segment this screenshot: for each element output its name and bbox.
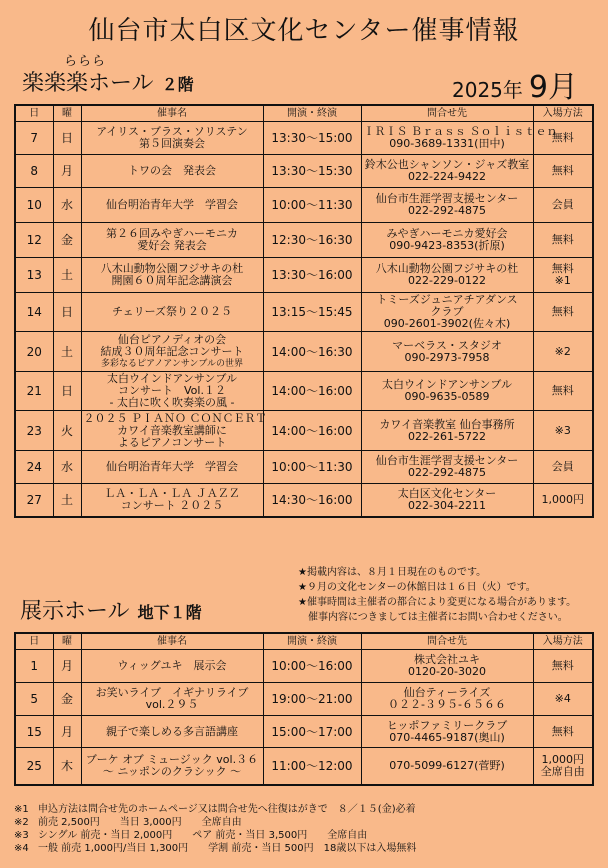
cell-admission-line: ※4 — [554, 692, 571, 705]
table-row — [15, 223, 593, 258]
cell-admission-line: 無料 — [551, 305, 574, 318]
cell-day: 23 — [15, 411, 53, 451]
cell-admission — [533, 411, 593, 451]
cell-contact-line: 090-9423-8353(折原) — [389, 239, 505, 252]
table-row — [15, 332, 593, 372]
cell-admission-line: 1,000円 — [541, 752, 584, 766]
hall2-name: 展示ホール — [20, 599, 130, 624]
cell-event-line: 太白ウインドアンサンブル — [107, 372, 237, 385]
cell-contact-line: ＩＲＩＳ Ｂｒａｓｓ Ｓｏｌｉｓｔｅｎ — [363, 125, 558, 138]
cell-time: 14:00～16:00 — [263, 411, 361, 451]
cell-event — [81, 155, 263, 188]
cell-admission — [533, 451, 593, 484]
cell-event-line: コンサート ２０２５ — [120, 498, 224, 512]
cell-day: 1 — [15, 650, 53, 683]
cell-contact-line: 022-229-0122 — [408, 274, 486, 287]
cell-day: 25 — [15, 748, 53, 785]
cell-admission — [533, 683, 593, 716]
cell-admission-line: ※3 — [554, 423, 571, 437]
cell-contact-line: 022-304-2211 — [408, 498, 486, 512]
table-row — [15, 451, 593, 484]
cell-event — [81, 451, 263, 484]
cell-event-line: 八木山動物公園フジサキの杜 — [100, 262, 244, 275]
cell-admission — [533, 155, 593, 188]
footnote-mark: ※2 — [14, 817, 29, 828]
cell-contact-line: 070-5099-6127(菅野) — [389, 758, 505, 772]
cell-contact-line: 022-292-4875 — [408, 466, 486, 479]
cell-contact-line: 070-4465-9187(奥山) — [389, 730, 505, 744]
cell-event-line: 仙台ピアノディオの会 — [117, 332, 227, 346]
cell-weekday: 月 — [53, 650, 81, 683]
cell-event — [81, 332, 263, 372]
cell-event-line: ブーケ オブ ミュージック vol.３６ — [85, 752, 259, 766]
footnote-text: シングル 前売・当日 2,000円 ペア 前売・当日 3,500円 全席自由 — [38, 830, 368, 841]
footnote-item — [14, 803, 416, 816]
cell-day: 7 — [15, 122, 53, 155]
cell-contact-line: 090-2601-3902(佐々木) — [383, 317, 511, 330]
cell-time: 19:00～21:00 — [263, 683, 361, 716]
cell-admission-line: 無料 — [551, 131, 574, 144]
cell-admission — [533, 748, 593, 785]
cell-event-line: - 太白に吹く吹奏楽の風 - — [109, 396, 235, 409]
cell-admission — [533, 716, 593, 748]
cell-admission-line: 無料 — [551, 724, 574, 738]
footnote-item — [14, 842, 416, 855]
cell-admission — [533, 650, 593, 683]
cell-contact — [361, 411, 533, 451]
cell-admission-line: 無料 — [551, 384, 574, 397]
table-header-row — [15, 633, 593, 650]
cell-weekday: 土 — [53, 484, 81, 517]
cell-admission — [533, 188, 593, 223]
table-row — [15, 650, 593, 683]
cell-contact — [361, 372, 533, 411]
cell-time: 10:00～11:30 — [263, 188, 361, 223]
cell-day: 14 — [15, 293, 53, 332]
cell-event-line: ～ ニッポンのクラシック ～ — [102, 764, 242, 778]
cell-admission — [533, 293, 593, 332]
schedule-month-value: 9月 — [528, 70, 578, 105]
header-admission: 入場方法 — [533, 105, 593, 122]
table-row — [15, 188, 593, 223]
cell-admission-line: ※2 — [554, 344, 571, 358]
cell-event-line: チェリーズ祭り２０２５ — [111, 305, 233, 318]
cell-time: 13:30～16:00 — [263, 258, 361, 293]
cell-time: 14:00～16:00 — [263, 372, 361, 411]
cell-weekday: 日 — [53, 372, 81, 411]
table-row — [15, 484, 593, 517]
cell-contact-line: 太白ウインドアンサンブル — [382, 378, 512, 391]
cell-time: 13:15～15:45 — [263, 293, 361, 332]
cell-admission — [533, 372, 593, 411]
cell-contact-line: 022-224-9422 — [408, 170, 486, 183]
table-row — [15, 293, 593, 332]
cell-event-line: 開園６０周年記念講演会 — [111, 274, 233, 287]
cell-event — [81, 258, 263, 293]
schedule-month — [452, 62, 578, 106]
cell-event-line: 多彩なるピアノアンサンブルの世界 — [100, 358, 244, 369]
cell-event-line: 第５回演奏会 — [139, 137, 205, 150]
table-row — [15, 411, 593, 451]
cell-admission-line: ※1 — [554, 274, 571, 287]
header-day: 日 — [15, 633, 53, 650]
cell-admission-line: 会員 — [551, 460, 574, 473]
header-day: 日 — [15, 105, 53, 122]
cell-day: 15 — [15, 716, 53, 748]
cell-admission-line: 会員 — [551, 198, 574, 211]
table-row — [15, 748, 593, 785]
cell-day: 24 — [15, 451, 53, 484]
table-row — [15, 122, 593, 155]
cell-contact-line: マーベラス・スタジオ — [392, 338, 502, 352]
cell-admission-line: 無料 — [551, 659, 574, 672]
footnote-item — [14, 816, 416, 829]
cell-contact — [361, 258, 533, 293]
cell-day: 21 — [15, 372, 53, 411]
cell-event-line: よるピアノコンサート — [117, 435, 227, 449]
cell-contact-line: 090-9635-0589 — [404, 390, 490, 403]
notice-item: ★催事時間は主催者の都合により変更になる場合があります。 — [298, 597, 577, 608]
cell-contact-line: 鈴木公也シャンソン・ジャズ教室 — [364, 158, 530, 171]
cell-time: 15:00～17:00 — [263, 716, 361, 748]
cell-admission-line: 無料 — [551, 233, 574, 246]
hall2-schedule-table — [14, 632, 594, 786]
table-row — [15, 716, 593, 748]
cell-event — [81, 716, 263, 748]
header-event: 催事名 — [81, 633, 263, 650]
cell-contact — [361, 223, 533, 258]
footnote-mark: ※1 — [14, 804, 29, 815]
cell-time: 10:00～16:00 — [263, 650, 361, 683]
cell-day: 13 — [15, 258, 53, 293]
cell-time: 11:00～12:00 — [263, 748, 361, 785]
header-contact: 問合せ先 — [361, 633, 533, 650]
footnote-mark: ※3 — [14, 830, 29, 841]
cell-event — [81, 650, 263, 683]
hall1-name: 楽楽楽ホール — [22, 71, 154, 96]
cell-event-line: ウィッグユキ 展示会 — [117, 659, 227, 672]
cell-weekday: 日 — [53, 293, 81, 332]
cell-admission-line: 無料 — [551, 164, 574, 177]
cell-day: 5 — [15, 683, 53, 716]
cell-event-line: 仙台明治青年大学 学習会 — [106, 198, 238, 211]
footnote-item — [14, 829, 416, 842]
cell-event-line: ＬＡ・ＬＡ・ＬＡ ＪＡＺＺ — [104, 486, 240, 500]
cell-event-line: トワの会 発表会 — [128, 164, 216, 177]
cell-event-line: 親子で楽しめる多言語講座 — [106, 724, 238, 738]
cell-event-line: ２０２５ ＰＩＡＮＯ ＣＯＮＣＥＲＴ — [83, 411, 267, 425]
footnote-text: 申込方法は問合せ先のホームページ又は問合せ先へ往復はがきで ８／１５(金)必着 — [38, 804, 416, 815]
cell-weekday: 木 — [53, 748, 81, 785]
cell-contact — [361, 122, 558, 155]
cell-contact-line: ０２２-３９５-６５６６ — [388, 698, 506, 711]
cell-contact-line: 株式会社ユキ — [414, 653, 480, 666]
cell-contact-line: クラブ — [430, 305, 464, 318]
cell-time: 12:30～16:30 — [263, 223, 361, 258]
cell-event — [81, 411, 267, 451]
cell-weekday: 土 — [53, 258, 81, 293]
cell-day: 8 — [15, 155, 53, 188]
hall1-heading — [22, 66, 194, 97]
cell-weekday: 月 — [53, 155, 81, 188]
cell-admission-line: 全席自由 — [540, 764, 585, 778]
cell-day: 10 — [15, 188, 53, 223]
table-row — [15, 258, 593, 293]
footnote-text: 一般 前売 1,000円/当日 1,300円 学割 前売・当日 500円 18歳以下は入場無料 — [38, 843, 417, 854]
table-row — [15, 372, 593, 411]
cell-day: 20 — [15, 332, 53, 372]
cell-contact-line: 仙台ティーライズ — [403, 686, 491, 699]
cell-time: 14:30～16:00 — [263, 484, 361, 517]
cell-contact-line: 仙台市生涯学習支援センター — [375, 454, 519, 467]
footnote-text: 前売 2,500円 当日 3,000円 全席自由 — [38, 817, 242, 828]
cell-contact-line: カワイ音楽教室 仙台事務所 — [379, 417, 515, 431]
cell-event — [81, 122, 263, 155]
schedule-year: 2025年 — [452, 78, 523, 102]
cell-admission-line: 無料 — [551, 262, 574, 275]
cell-contact-line: 022-261-5722 — [408, 429, 486, 443]
cell-weekday: 水 — [53, 188, 81, 223]
cell-event-line: コンサート Vol.１２ — [118, 384, 226, 397]
cell-weekday: 火 — [53, 411, 81, 451]
cell-admission — [533, 484, 593, 517]
cell-event-line: vol.２９５ — [145, 698, 199, 711]
table-row — [15, 155, 593, 188]
cell-event-line: 仙台明治青年大学 学習会 — [106, 460, 238, 473]
cell-time: 13:30～15:00 — [263, 122, 361, 155]
cell-event — [81, 223, 263, 258]
cell-admission — [533, 258, 593, 293]
hall-name-ruby: ららら — [64, 54, 107, 69]
cell-event — [81, 188, 263, 223]
cell-event-line: カワイ音楽教室講師に — [117, 423, 227, 437]
cell-contact — [361, 716, 533, 748]
cell-contact-line: 太白区文化センター — [397, 486, 497, 500]
cell-event — [81, 484, 263, 517]
table-row — [15, 683, 593, 716]
cell-contact — [361, 332, 533, 372]
notice-item: ★９月の文化センターの休館日は１６日（火）です。 — [298, 582, 536, 593]
cell-contact-line: 090-2973-7958 — [404, 350, 490, 364]
footnote-mark: ※4 — [14, 843, 29, 854]
cell-event — [81, 683, 263, 716]
cell-contact — [361, 748, 533, 785]
hall1-floor: ２階 — [161, 75, 194, 94]
cell-contact — [361, 683, 533, 716]
cell-time: 10:00～11:30 — [263, 451, 361, 484]
header-time: 開演・終演 — [263, 633, 361, 650]
cell-contact — [361, 650, 533, 683]
cell-event — [81, 372, 263, 411]
footnote-list — [14, 803, 416, 855]
cell-contact-line: 仙台市生涯学習支援センター — [375, 192, 519, 205]
cell-weekday: 金 — [53, 223, 81, 258]
cell-weekday: 土 — [53, 332, 81, 372]
cell-event-line: アイリス・ブラス・ソリステン — [96, 125, 248, 138]
hall2-heading — [20, 594, 202, 625]
table-header-row — [15, 105, 593, 122]
cell-event — [81, 748, 263, 785]
cell-contact — [361, 155, 533, 188]
cell-event-line: 第２６回みやぎハーモニカ — [106, 227, 238, 240]
cell-contact-line: 八木山動物公園フジサキの杜 — [375, 262, 519, 275]
header-event: 催事名 — [81, 105, 263, 122]
cell-contact-line: 090-3689-1331(田中) — [389, 137, 505, 150]
notice-item: ★掲載内容は、８月１日現在のものです。 — [298, 567, 487, 578]
cell-admission-line: 1,000円 — [541, 492, 584, 506]
cell-time: 13:30～15:30 — [263, 155, 361, 188]
hall2-floor: 地下１階 — [137, 603, 202, 622]
header-contact: 問合せ先 — [361, 105, 533, 122]
header-time: 開演・終演 — [263, 105, 361, 122]
cell-contact-line: ヒッポファミリークラブ — [386, 718, 508, 732]
header-weekday: 曜 — [53, 105, 81, 122]
page-title: 仙台市太白区文化センター催事情報 — [88, 16, 520, 46]
cell-day: 12 — [15, 223, 53, 258]
header-weekday: 曜 — [53, 633, 81, 650]
cell-event-line: 結成３０周年記念コンサート — [100, 344, 244, 358]
cell-contact — [361, 188, 533, 223]
cell-weekday: 月 — [53, 716, 81, 748]
cell-admission — [533, 332, 593, 372]
cell-contact — [361, 484, 533, 517]
cell-admission — [533, 223, 593, 258]
cell-event — [81, 293, 263, 332]
header-admission: 入場方法 — [533, 633, 593, 650]
cell-day: 27 — [15, 484, 53, 517]
hall1-schedule-table — [14, 104, 594, 518]
notice-item: 催事内容につきましては主催者にお問い合わせください。 — [308, 612, 568, 623]
cell-contact-line: トミーズジュニアチアダンス — [376, 293, 518, 306]
cell-contact — [361, 451, 533, 484]
cell-time: 14:00～16:30 — [263, 332, 361, 372]
cell-event-line: お笑いライブ イギナリライブ — [95, 686, 249, 699]
cell-contact — [361, 293, 533, 332]
notice-list — [298, 565, 576, 625]
cell-contact-line: 0120-20-3020 — [408, 665, 486, 678]
cell-event-line: 愛好会 発表会 — [137, 239, 207, 252]
cell-contact-line: 022-292-4875 — [408, 204, 486, 217]
cell-weekday: 金 — [53, 683, 81, 716]
cell-weekday: 日 — [53, 122, 81, 155]
cell-contact-line: みやぎハーモニカ愛好会 — [386, 227, 508, 240]
cell-weekday: 水 — [53, 451, 81, 484]
